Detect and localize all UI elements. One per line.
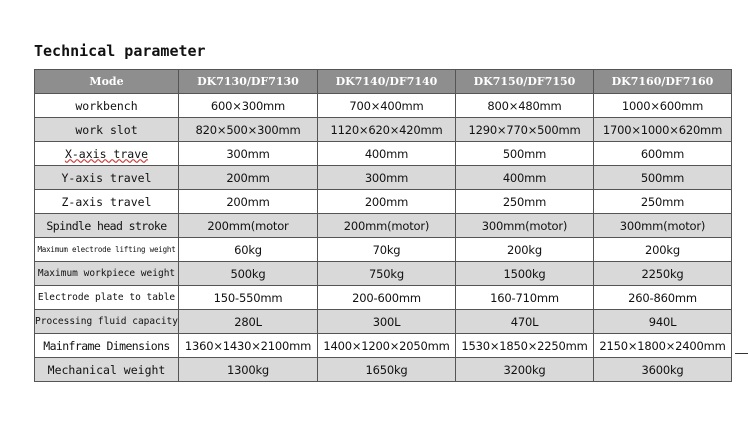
table-row bbox=[35, 310, 732, 334]
table-cell: 1650kg bbox=[318, 358, 456, 382]
row-label: Spindle head stroke bbox=[35, 214, 179, 238]
header-cell-model: DK7130/DF7130 bbox=[179, 70, 318, 94]
table-row bbox=[35, 238, 732, 262]
table-cell: 300mm bbox=[179, 142, 318, 166]
table-cell: 800×480mm bbox=[456, 94, 594, 118]
row-label: Maximum workpiece weight bbox=[35, 262, 179, 286]
table-cell: 160-710mm bbox=[456, 286, 594, 310]
table-row bbox=[35, 358, 732, 382]
table-cell: 1400×1200×2050mm bbox=[318, 334, 456, 358]
row-label-text: X-axis trave bbox=[64, 146, 149, 161]
table-row bbox=[35, 286, 732, 310]
table-cell: 200-600mm bbox=[318, 286, 456, 310]
table-cell: 300mm bbox=[318, 166, 456, 190]
table-cell: 300mm(motor) bbox=[456, 214, 594, 238]
row-label: Y-axis travel bbox=[35, 166, 179, 190]
table-cell: 250mm bbox=[594, 190, 732, 214]
table-cell: 300mm(motor) bbox=[594, 214, 732, 238]
row-label: workbench bbox=[35, 94, 179, 118]
table-cell: 300L bbox=[318, 310, 456, 334]
table-cell: 940L bbox=[594, 310, 732, 334]
table-cell: 2150×1800×2400mm bbox=[594, 334, 732, 358]
row-label: Processing fluid capacity bbox=[35, 310, 179, 334]
table-cell: 200mm bbox=[179, 166, 318, 190]
divider bbox=[735, 353, 748, 354]
row-label: Electrode plate to table bbox=[35, 286, 179, 310]
table-cell: 1360×1430×2100mm bbox=[179, 334, 318, 358]
table-row bbox=[35, 190, 732, 214]
header-cell-mode: Mode bbox=[35, 70, 179, 94]
table-cell: 150-550mm bbox=[179, 286, 318, 310]
table-row bbox=[35, 262, 732, 286]
table-cell: 1500kg bbox=[456, 262, 594, 286]
table-cell: 200mm(motor) bbox=[318, 214, 456, 238]
table-cell: 400mm bbox=[318, 142, 456, 166]
table-cell: 70kg bbox=[318, 238, 456, 262]
table-cell: 500mm bbox=[456, 142, 594, 166]
header-cell-model: DK7140/DF7140 bbox=[318, 70, 456, 94]
table-cell: 400mm bbox=[456, 166, 594, 190]
header-cell-model: DK7160/DF7160 bbox=[594, 70, 732, 94]
table-row bbox=[35, 214, 732, 238]
table-cell: 1530×1850×2250mm bbox=[456, 334, 594, 358]
table-cell: 60kg bbox=[179, 238, 318, 262]
table-row bbox=[35, 142, 732, 166]
table-cell: 1000×600mm bbox=[594, 94, 732, 118]
row-label bbox=[35, 142, 179, 166]
table-cell: 1700×1000×620mm bbox=[594, 118, 732, 142]
header-cell-model: DK7150/DF7150 bbox=[456, 70, 594, 94]
page-title: Technical parameter bbox=[34, 42, 206, 60]
row-label: Maximum electrode lifting weight bbox=[35, 238, 179, 262]
table-cell: 200mm bbox=[318, 190, 456, 214]
table-cell: 600mm bbox=[594, 142, 732, 166]
table-cell: 200mm(motor bbox=[179, 214, 318, 238]
table-cell: 3600kg bbox=[594, 358, 732, 382]
row-label: Mainframe Dimensions bbox=[35, 334, 179, 358]
row-label: work slot bbox=[35, 118, 179, 142]
table-row bbox=[35, 118, 732, 142]
table-cell: 3200kg bbox=[456, 358, 594, 382]
row-label: Z-axis travel bbox=[35, 190, 179, 214]
table-row bbox=[35, 334, 732, 358]
table-cell: 260-860mm bbox=[594, 286, 732, 310]
table-header-row bbox=[35, 70, 732, 94]
table-cell: 280L bbox=[179, 310, 318, 334]
table-row bbox=[35, 94, 732, 118]
table-cell: 1290×770×500mm bbox=[456, 118, 594, 142]
table-cell: 2250kg bbox=[594, 262, 732, 286]
row-label: Mechanical weight bbox=[35, 358, 179, 382]
table-cell: 1300kg bbox=[179, 358, 318, 382]
table-cell: 750kg bbox=[318, 262, 456, 286]
technical-parameter-table bbox=[34, 69, 732, 382]
table-cell: 820×500×300mm bbox=[179, 118, 318, 142]
table-cell: 200kg bbox=[456, 238, 594, 262]
table-cell: 700×400mm bbox=[318, 94, 456, 118]
table-cell: 500kg bbox=[179, 262, 318, 286]
table-cell: 200mm bbox=[179, 190, 318, 214]
table-cell: 600×300mm bbox=[179, 94, 318, 118]
table-cell: 200kg bbox=[594, 238, 732, 262]
table-cell: 1120×620×420mm bbox=[318, 118, 456, 142]
table-cell: 500mm bbox=[594, 166, 732, 190]
table-cell: 250mm bbox=[456, 190, 594, 214]
table-row bbox=[35, 166, 732, 190]
table-cell: 470L bbox=[456, 310, 594, 334]
